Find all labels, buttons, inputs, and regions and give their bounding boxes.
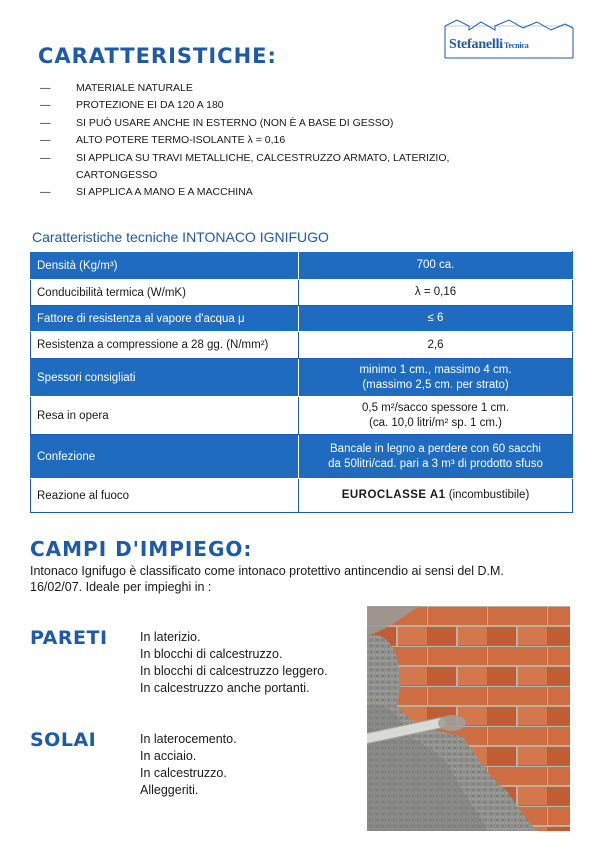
plaster-application-photo — [367, 606, 570, 831]
list-item: In laterocemento. — [140, 732, 237, 746]
feature-text: SI PUÒ USARE ANCHE IN ESTERNO (NON È A BASE DI GESSO) — [76, 116, 394, 129]
table-row — [31, 252, 573, 280]
value-line-2: (ca. 10,0 litri/m² sp. 1 cm.) — [369, 416, 502, 429]
row-value: ≤ 6 — [299, 306, 573, 332]
list-item: In laterizio. — [140, 630, 201, 644]
table-row — [31, 359, 573, 397]
feature-item — [38, 97, 458, 114]
feature-text: MATERIALE NATURALE — [76, 82, 193, 94]
dash-bullet: — — [40, 186, 51, 199]
row-label: Resa in opera — [31, 397, 299, 435]
row-label: Resistenza a compressione a 28 gg. (N/mm²) — [31, 332, 299, 359]
row-label: Conducibilità termica (W/mK) — [31, 280, 299, 306]
feature-item — [38, 80, 458, 97]
table-row — [31, 479, 573, 513]
technical-specs-table — [30, 251, 573, 513]
value-line-1: Bancale in legno a perdere con 60 sacchi — [330, 442, 541, 455]
category-pareti-title: PARETI — [30, 627, 108, 649]
feature-text: PROTEZIONE EI DA 120 A 180 — [76, 99, 224, 112]
table-row — [31, 306, 573, 332]
feature-text: SI APPLICA SU TRAVI METALLICHE, CALCESTRUZZO ARMATO, LATERIZIO, — [76, 151, 450, 164]
row-value: 700 ca. — [299, 252, 573, 280]
dash-bullet: — — [40, 82, 51, 94]
intro-paragraph: Intonaco Ignifugo è classificato come intonaco protettivo antincendio ai sensi del D.M. 16/02/07. Ideale per impieghi in : — [30, 564, 504, 594]
dash-bullet: — — [40, 116, 51, 129]
value-line-1: minimo 1 cm., massimo 4 cm. — [359, 363, 512, 376]
row-value — [299, 359, 573, 397]
company-logo — [443, 18, 575, 62]
row-label: Reazione al fuoco — [31, 479, 299, 513]
features-list — [38, 80, 458, 202]
list-item: In blocchi di calcestruzzo. — [140, 647, 283, 661]
value-suffix: (incombustibile) — [445, 489, 530, 501]
row-value: 2,6 — [299, 332, 573, 359]
table-row — [31, 397, 573, 435]
section-title-campi: CAMPI D'IMPIEGO: — [30, 537, 253, 561]
brick-wall-illustration — [367, 606, 570, 831]
table-title: Caratteristiche tecniche INTONACO IGNIFUGO — [32, 229, 329, 245]
feature-text: SI APPLICA A MANO E A MACCHINA — [76, 186, 253, 199]
row-value — [299, 479, 573, 513]
feature-text-continued: CARTONGESSO — [76, 169, 158, 182]
pareti-list — [140, 629, 328, 697]
feature-item — [38, 115, 458, 132]
table-row — [31, 332, 573, 359]
row-value — [299, 435, 573, 479]
dash-bullet: — — [40, 99, 51, 112]
feature-item — [38, 150, 458, 185]
logo-brand: Stefanelli — [449, 37, 503, 52]
list-item: In calcestruzzo. — [140, 766, 227, 780]
solai-list — [140, 731, 237, 799]
row-label: Fattore di resistenza al vapore d'acqua μ — [31, 306, 299, 332]
dash-bullet: — — [40, 134, 51, 147]
list-item: In calcestruzzo anche portanti. — [140, 681, 310, 695]
row-value: λ = 0,16 — [299, 280, 573, 306]
logo-wordmark — [449, 37, 529, 53]
row-value — [299, 397, 573, 435]
feature-text: ALTO POTERE TERMO-ISOLANTE λ = 0,16 — [76, 134, 286, 147]
value-line-1: 0,5 m²/sacco spessore 1 cm. — [362, 401, 509, 414]
list-item: In blocchi di calcestruzzo leggero. — [140, 664, 328, 678]
dash-bullet: — — [40, 151, 51, 164]
value-line-2: da 50litri/cad. pari a 3 m³ di prodotto sfuso — [328, 457, 543, 470]
table-row — [31, 280, 573, 306]
value-bold: EUROCLASSE A1 — [341, 489, 446, 501]
row-label: Densità (Kg/m³) — [31, 252, 299, 280]
row-label: Confezione — [31, 435, 299, 479]
value-line-2: (massimo 2,5 cm. per strato) — [362, 378, 509, 391]
list-item: Alleggeriti. — [140, 783, 199, 797]
feature-item — [38, 184, 458, 201]
feature-item — [38, 132, 458, 149]
section-title-caratteristiche: CARATTERISTICHE: — [38, 44, 277, 68]
list-item: In acciaio. — [140, 749, 197, 763]
category-solai-title: SOLAI — [30, 729, 97, 751]
logo-sub: Tecnica — [504, 41, 529, 50]
table-row — [31, 435, 573, 479]
row-label: Spessori consigliati — [31, 359, 299, 397]
